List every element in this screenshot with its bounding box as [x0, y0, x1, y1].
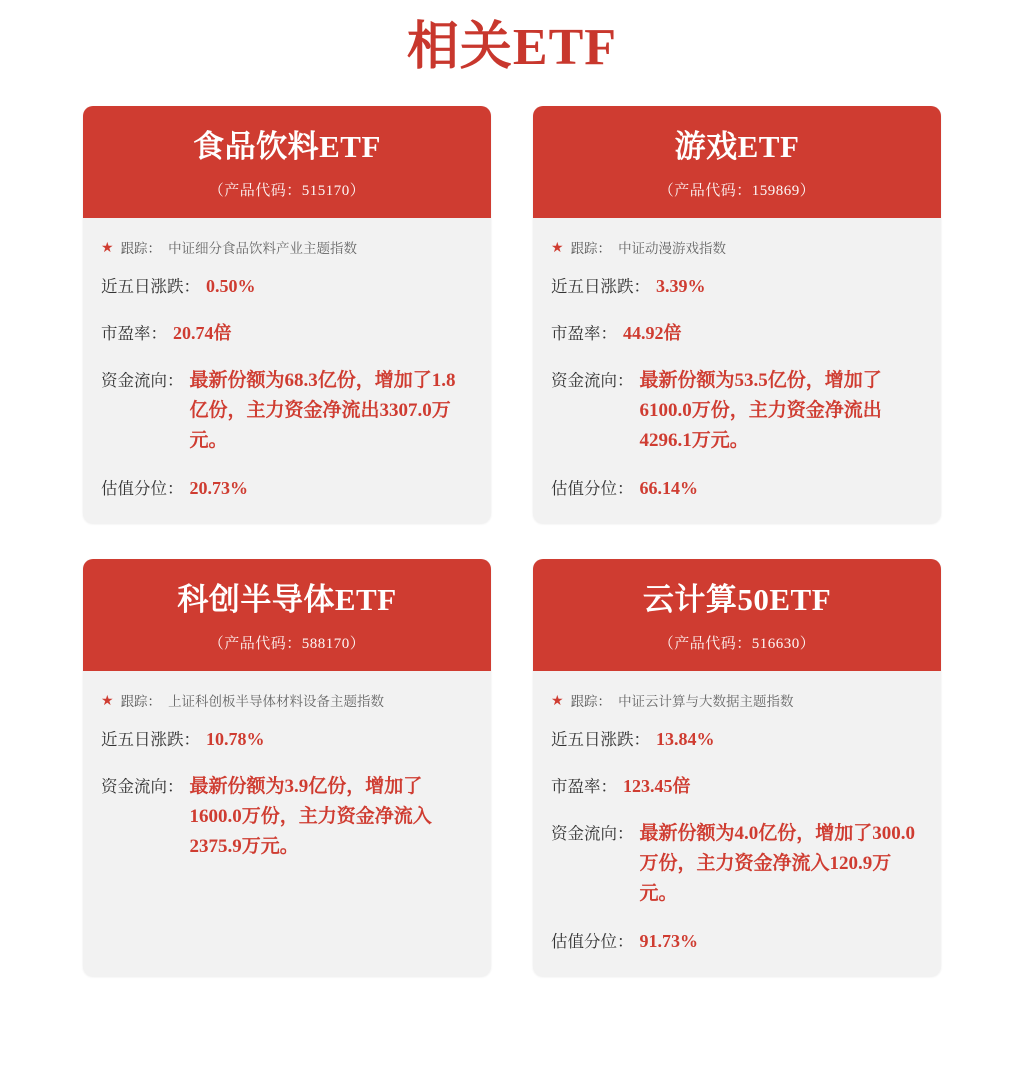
etf-change5d-row	[551, 725, 923, 754]
etf-pe-label: 市盈率：	[551, 323, 617, 343]
etf-code: （产品代码：159869）	[658, 182, 816, 199]
etf-code: （产品代码：588170）	[208, 635, 366, 652]
etf-change5d-value: 13.84%	[656, 728, 715, 749]
star-icon: ★	[101, 240, 114, 256]
etf-card[interactable]	[533, 559, 941, 976]
etf-pe-value: 44.92倍	[623, 322, 682, 343]
etf-change5d-row	[101, 725, 473, 754]
etf-valuation-row	[551, 474, 923, 503]
etf-valuation-label: 估值分位：	[101, 478, 184, 498]
etf-code: （产品代码：516630）	[658, 635, 816, 652]
etf-flow-label: 资金流向：	[551, 823, 634, 843]
etf-change5d-label: 近五日涨跌：	[551, 276, 650, 296]
etf-card-header	[533, 106, 941, 218]
etf-flow-value: 最新份额为68.3亿份，增加了1.8亿份，主力资金净流出3307.0万元。	[189, 369, 456, 451]
etf-change5d-value: 0.50%	[206, 275, 256, 296]
etf-card[interactable]	[533, 106, 941, 523]
etf-card-body	[533, 671, 941, 976]
etf-track-label: 跟踪：	[570, 693, 612, 709]
star-icon: ★	[551, 693, 564, 709]
etf-flow-label: 资金流向：	[101, 370, 184, 390]
etf-card-header	[533, 559, 941, 671]
etf-track-row	[101, 693, 473, 711]
etf-valuation-label: 估值分位：	[551, 931, 634, 951]
etf-track-label: 跟踪：	[570, 240, 612, 256]
etf-card-body	[83, 218, 491, 523]
etf-change5d-label: 近五日涨跌：	[551, 729, 650, 749]
etf-track-value: 上证科创板半导体材料设备主题指数	[168, 693, 385, 709]
etf-pe-row	[551, 319, 923, 348]
etf-track-value: 中证细分食品饮料产业主题指数	[168, 240, 358, 256]
etf-track-row	[551, 240, 923, 258]
etf-card-body	[83, 671, 491, 976]
etf-change5d-row	[551, 272, 923, 301]
etf-valuation-value: 91.73%	[639, 930, 698, 951]
etf-valuation-value: 66.14%	[639, 477, 698, 498]
etf-track-label: 跟踪：	[120, 240, 162, 256]
etf-valuation-value: 20.73%	[189, 477, 248, 498]
etf-track-row	[551, 693, 923, 711]
etf-name: 食品饮料ETF	[193, 128, 381, 164]
etf-card-grid	[0, 106, 1024, 976]
etf-name: 科创半导体ETF	[177, 581, 397, 617]
etf-change5d-value: 10.78%	[206, 728, 265, 749]
etf-change5d-value: 3.39%	[656, 275, 706, 296]
etf-pe-value: 123.45倍	[623, 775, 691, 796]
etf-flow-value: 最新份额为3.9亿份，增加了1600.0万份，主力资金净流入2375.9万元。	[189, 775, 432, 857]
etf-flow-label: 资金流向：	[551, 370, 634, 390]
etf-pe-row	[551, 772, 923, 801]
etf-card-header	[83, 559, 491, 671]
page-title: 相关ETF	[406, 19, 618, 76]
etf-pe-row	[101, 319, 473, 348]
etf-valuation-row	[101, 474, 473, 503]
etf-track-value: 中证动漫游戏指数	[618, 240, 727, 256]
star-icon: ★	[101, 693, 114, 709]
etf-pe-label: 市盈率：	[101, 323, 167, 343]
etf-card[interactable]	[83, 106, 491, 523]
etf-flow-row	[101, 772, 473, 862]
etf-valuation-row	[551, 927, 923, 956]
etf-track-value: 中证云计算与大数据主题指数	[618, 693, 794, 709]
etf-flow-row	[551, 366, 923, 456]
etf-track-row	[101, 240, 473, 258]
etf-card-header	[83, 106, 491, 218]
star-icon: ★	[551, 240, 564, 256]
etf-valuation-label: 估值分位：	[551, 478, 634, 498]
etf-name: 云计算50ETF	[642, 581, 832, 617]
etf-card[interactable]	[83, 559, 491, 976]
etf-change5d-label: 近五日涨跌：	[101, 276, 200, 296]
etf-card-body	[533, 218, 941, 523]
etf-name: 游戏ETF	[674, 128, 800, 164]
etf-change5d-row	[101, 272, 473, 301]
etf-pe-label: 市盈率：	[551, 776, 617, 796]
etf-flow-value: 最新份额为53.5亿份，增加了6100.0万份，主力资金净流出4296.1万元。	[639, 369, 882, 451]
etf-flow-label: 资金流向：	[101, 776, 184, 796]
etf-code: （产品代码：515170）	[208, 182, 366, 199]
etf-track-label: 跟踪：	[120, 693, 162, 709]
etf-flow-row	[101, 366, 473, 456]
etf-flow-value: 最新份额为4.0亿份，增加了300.0万份，主力资金净流入120.9万元。	[639, 822, 916, 904]
etf-pe-value: 20.74倍	[173, 322, 232, 343]
etf-change5d-label: 近五日涨跌：	[101, 729, 200, 749]
etf-flow-row	[551, 819, 923, 909]
